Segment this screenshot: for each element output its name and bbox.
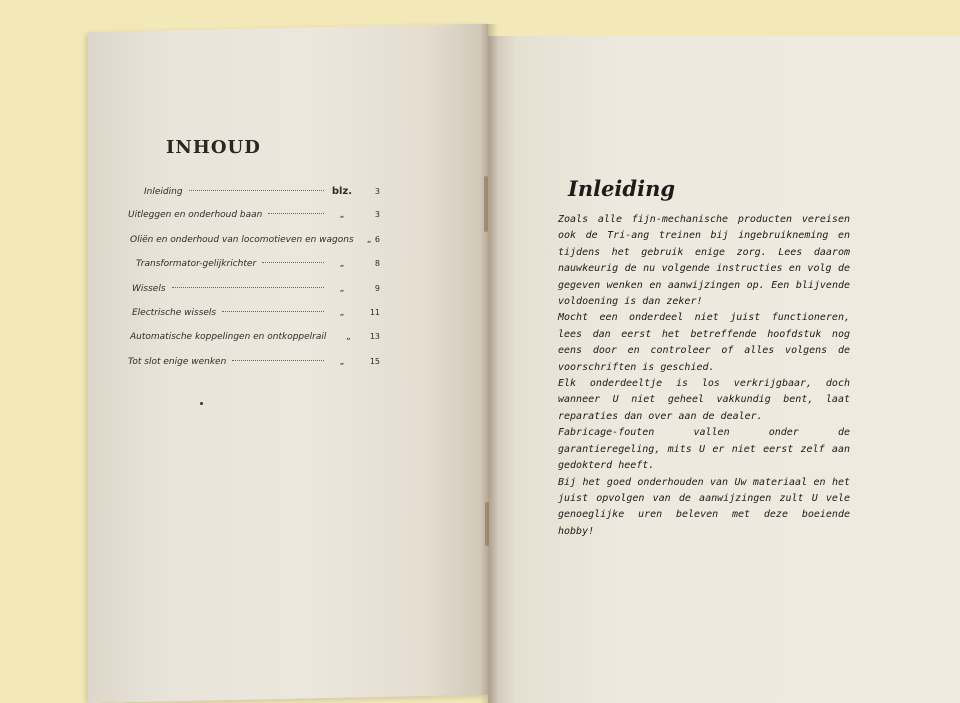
page-heading: Inleiding xyxy=(568,176,676,201)
toc-entry-label: Uitleggen en onderhoud baan xyxy=(128,210,263,221)
toc-entry-label: Electrische wissels xyxy=(132,307,217,318)
toc-entry-label: Oliën en onderhoud van locomotieven en wagons xyxy=(130,234,354,245)
toc-row xyxy=(128,210,380,234)
toc-entry-label: Wissels xyxy=(132,283,166,294)
dot-leader xyxy=(189,190,324,191)
toc-row xyxy=(132,308,380,332)
toc-entry-page: 15 xyxy=(369,356,380,366)
toc-entry-unit: „ xyxy=(339,356,345,367)
toc-row xyxy=(130,332,380,356)
toc-entry-unit: „ xyxy=(339,307,345,318)
paragraph: Mocht een onderdeel niet juist functioneren, lees dan eerst het betreffende hoofdstuk nog eens door en controleer of alles volgens de voorschriften is geschied. xyxy=(558,312,850,373)
dot-leader xyxy=(222,311,324,312)
toc-entry-label: Tot slot enige wenken xyxy=(128,356,227,367)
dot-leader xyxy=(172,287,324,288)
spine-stain xyxy=(484,176,488,232)
dot-leader xyxy=(232,360,324,361)
toc-row xyxy=(130,235,380,259)
paragraph: Fabricage-fouten vallen onder de garantieregeling, mits U er niet eerst zelf aan gedokterd heeft. xyxy=(558,427,850,472)
toc-title: INHOUD xyxy=(166,137,261,158)
toc-entry-label: Inleiding xyxy=(144,187,183,197)
toc-entry-label: Transformator-gelijkrichter xyxy=(136,259,257,270)
paragraph: Zoals alle fijn-mechanische producten vereisen ook de Tri-ang treinen bij ingebruikneming en tijdens het gebruik enige zorg. Lees daarom nauwkeurig de nu volgende instructies en volg de gegeven wenken en aanwijzingen op. Een blijvende voldoening is dan zeker! xyxy=(558,214,850,308)
toc-entry-page: 11 xyxy=(369,307,380,317)
spine-stain xyxy=(485,502,489,546)
toc-row xyxy=(144,186,380,210)
toc-entry-label: Automatische koppelingen en ontkoppelrail xyxy=(130,332,327,343)
book-spine xyxy=(480,24,498,703)
toc-entry-unit: „ xyxy=(346,332,351,343)
toc-entry-page: 13 xyxy=(369,332,380,342)
toc-entry-unit: „ xyxy=(339,259,345,270)
introduction-text xyxy=(558,212,850,540)
paragraph: Bij het goed onderhouden van Uw materiaal en het juist opvolgen van de aanwijzingen zult U vele genoeglijke uren beleven met deze boeiende hobby! xyxy=(558,476,850,537)
toc-entry-page: 9 xyxy=(374,283,380,293)
dot-leader xyxy=(268,213,324,214)
ink-dot xyxy=(200,402,203,405)
toc-entry-unit: „ xyxy=(339,210,345,221)
toc-entry-page: 3 xyxy=(374,210,380,220)
toc-entry-unit: „ xyxy=(366,234,372,245)
toc-entry-page: 3 xyxy=(374,187,380,196)
toc-row xyxy=(128,357,380,381)
toc-row xyxy=(132,284,380,308)
paragraph: Elk onderdeeltje is los verkrijgbaar, doch wanneer U niet geheel vakkundig bent, laat reparaties dan over aan de dealer. xyxy=(558,378,850,422)
toc-entry-page: 6 xyxy=(374,234,380,244)
toc-entry-unit: blz. xyxy=(331,186,353,197)
toc-row xyxy=(136,259,380,283)
table-of-contents xyxy=(40,186,380,381)
dot-leader xyxy=(262,262,324,263)
toc-entry-unit: „ xyxy=(339,283,345,294)
toc-entry-page: 8 xyxy=(374,259,380,269)
